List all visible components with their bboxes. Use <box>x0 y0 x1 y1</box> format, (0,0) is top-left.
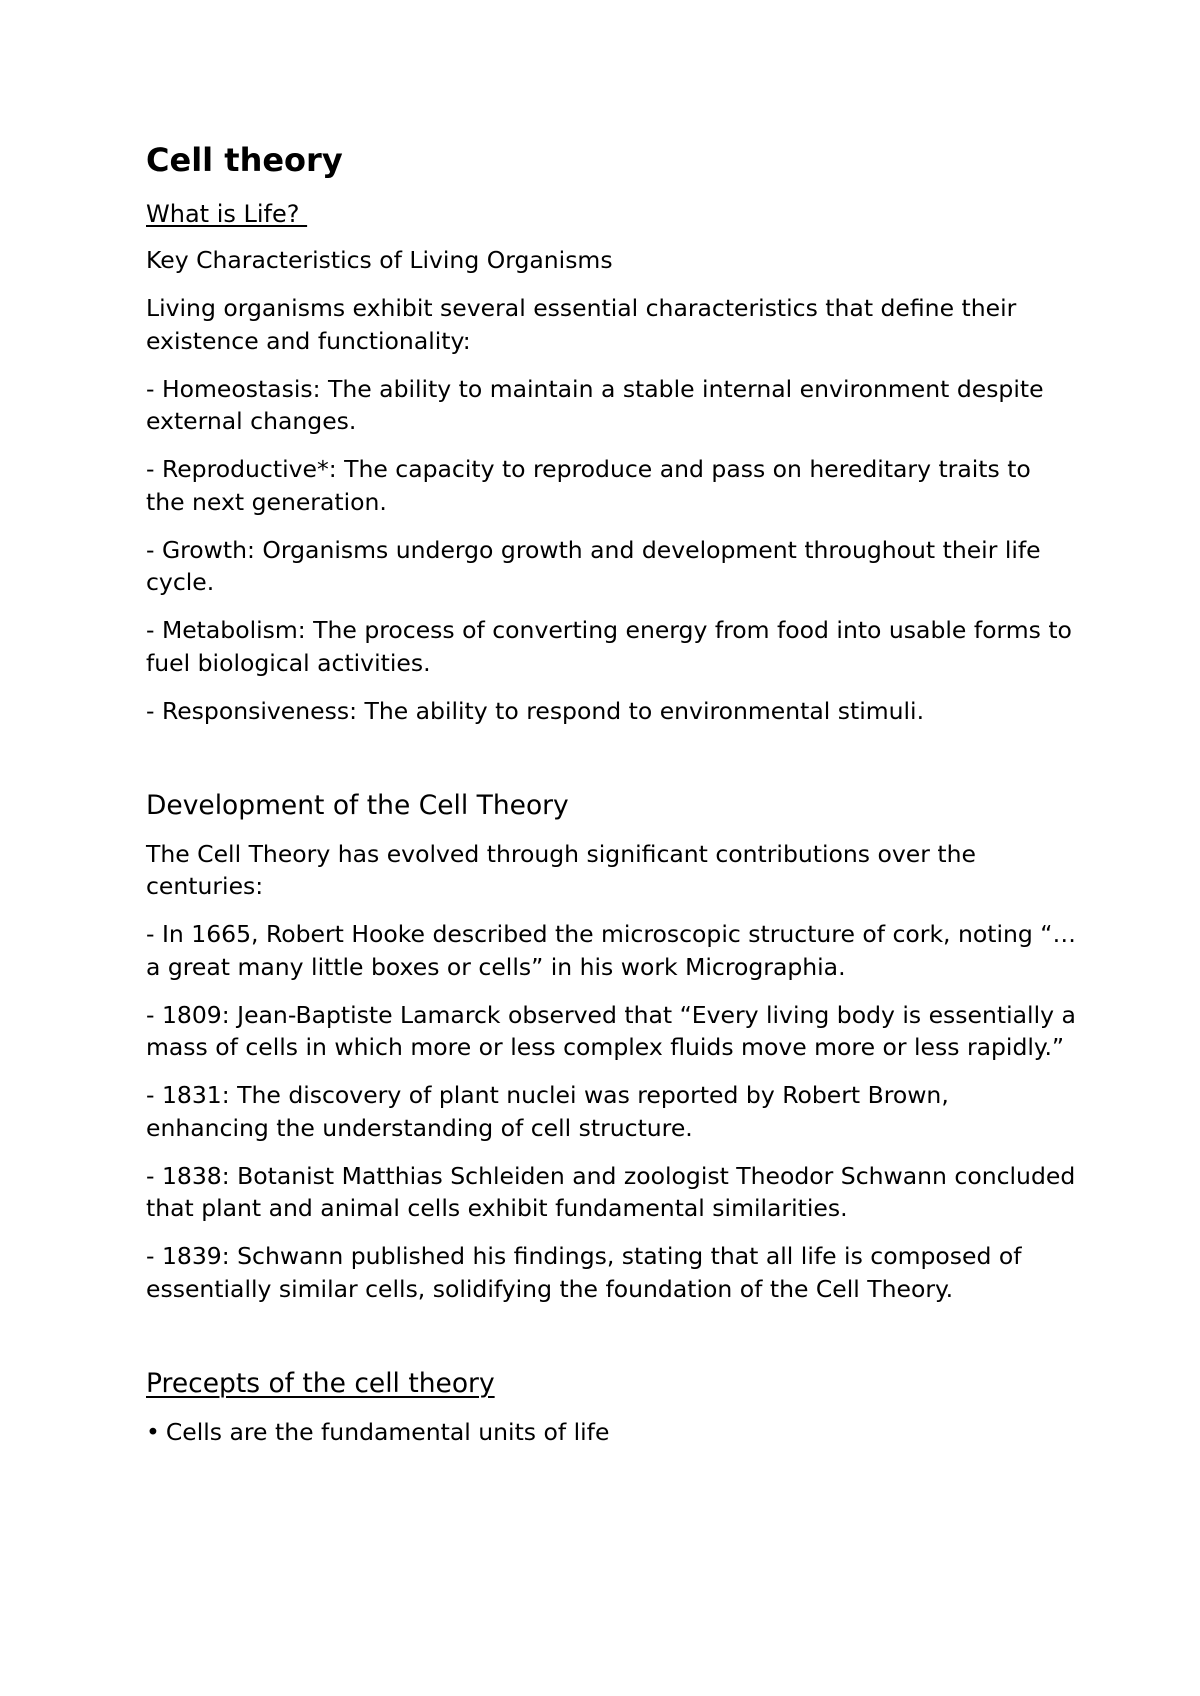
section-heading-development: Development of the Cell Theory <box>146 789 569 821</box>
document-page <box>146 140 1076 1448</box>
document-title: Cell theory <box>146 141 343 179</box>
list-item-1831: - 1831: The discovery of plant nuclei was reported by Robert Brown, enhancing the understanding of cell structure. <box>146 1081 949 1142</box>
section-heading-key-characteristics: Key Characteristics of Living Organisms <box>146 246 613 274</box>
section-spacer <box>146 743 1076 788</box>
section-heading-precepts: Precepts of the cell theory <box>146 1367 495 1399</box>
precept-text: Cells are the fundamental units of life <box>165 1417 610 1446</box>
section-intro-development: The Cell Theory has evolved through significant contributions over the centuries: <box>146 839 976 900</box>
bullet-icon: • <box>146 1417 160 1446</box>
section-spacer <box>146 1321 1076 1366</box>
list-item-1838: - 1838: Botanist Matthias Schleiden and zoologist Theodor Schwann concluded that plant and animal cells exhibit fundamental similarities. <box>146 1161 1076 1222</box>
list-item-precept <box>146 1416 1076 1449</box>
list-item-homeostasis: - Homeostasis: The ability to maintain a stable internal environment despite external changes. <box>146 374 1044 435</box>
list-item-responsiveness: - Responsiveness: The ability to respond to environmental stimuli. <box>146 696 925 725</box>
list-item-reproductive: - Reproductive*: The capacity to reproduce and pass on hereditary traits to the next generation. <box>146 455 1031 516</box>
precepts-list <box>146 1416 1076 1449</box>
list-item-1839: - 1839: Schwann published his findings, stating that all life is composed of essentially similar cells, solidifying the foundation of the Cell Theory. <box>146 1242 1022 1303</box>
list-item-1665: - In 1665, Robert Hooke described the microscopic structure of cork, noting “… a great many little boxes or cells” in his work Micrographia. <box>146 920 1076 981</box>
list-item-growth: - Growth: Organisms undergo growth and development throughout their life cycle. <box>146 535 1041 596</box>
list-item-1809: - 1809: Jean-Baptiste Lamarck observed that “Every living body is essentially a mass of cells in which more or less complex fluids move more or less rapidly.” <box>146 1000 1076 1061</box>
section-intro-key-characteristics: Living organisms exhibit several essential characteristics that define their existence and functionality: <box>146 294 1017 355</box>
document-subtitle: What is Life? <box>146 200 308 228</box>
list-item-metabolism: - Metabolism: The process of converting energy from food into usable forms to fuel biological activities. <box>146 616 1072 677</box>
